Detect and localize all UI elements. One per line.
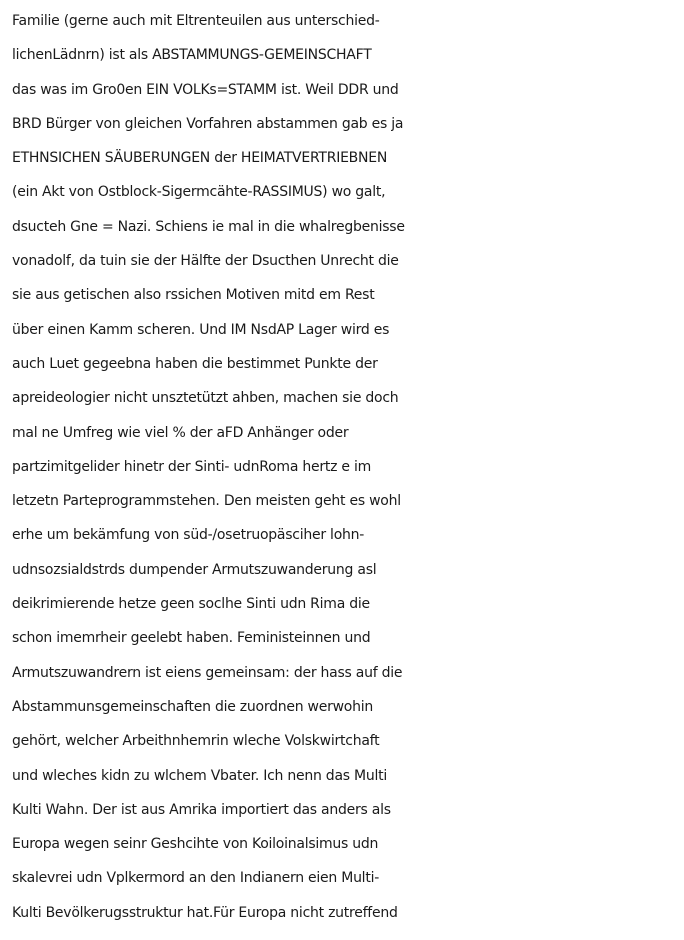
text-line: lichenLädnrn) ist als ABSTAMMUNGS-GEMEINSCHAFT	[12, 47, 372, 64]
body-text	[12, 4, 682, 930]
text-line: erhe um bekämfung von süd-/osetruopäsciher lohn-	[12, 527, 365, 544]
text-line: udnsozsialdstrds dumpender Armutszuwanderung asl	[12, 561, 377, 578]
text-line: (ein Akt von Ostblock-Sigermcähte-RASSIMUS) wo galt,	[12, 184, 386, 201]
text-line: partzimitgelider hinetr der Sinti- udnRoma hertz e im	[12, 458, 371, 475]
text-line: deikrimierende hetze geen soclhe Sinti udn Rima die	[12, 596, 370, 613]
text-line: mal ne Umfreg wie viel % der aFD Anhänger oder	[12, 424, 349, 441]
text-line: BRD Bürger von gleichen Vorfahren abstammen gab es ja	[12, 115, 404, 132]
text-line: auch Luet gegeebna haben die bestimmet Punkte der	[12, 355, 378, 372]
text-line: Armutszuwandrern ist eiens gemeinsam: der hass auf die	[12, 664, 403, 681]
text-line: Kulti Bevölkerugsstruktur hat.Für Europa nicht zutreffend	[12, 904, 398, 921]
text-line: ETHNSICHEN SÄUBERUNGEN der HEIMATVERTRIEBNEN	[12, 150, 388, 167]
text-line: gehört, welcher Arbeithnhemrin wleche Volskwirtchaft	[12, 733, 380, 750]
text-line: und wleches kidn zu wlchem Vbater. Ich nenn das Multi	[12, 767, 387, 784]
text-line: Europa wegen seinr Geshcihte von Koiloinalsimus udn	[12, 836, 379, 853]
text-line: sie aus getischen also rssichen Motiven mitd em Rest	[12, 287, 375, 304]
text-line: letzetn Parteprogrammstehen. Den meisten geht es wohl	[12, 493, 401, 510]
text-line: skalevrei udn Vplkermord an den Indianern eien Multi-	[12, 870, 380, 887]
text-line: vonadolf, da tuin sie der Hälfte der Dsucthen Unrecht die	[12, 253, 399, 270]
text-line: Kulti Wahn. Der ist aus Amrika importiert das anders als	[12, 801, 391, 818]
text-line: das was im Gro0en EIN VOLKs=STAMM ist. Weil DDR und	[12, 81, 399, 98]
text-line: Abstammunsgemeinschaften die zuordnen werwohin	[12, 698, 374, 715]
text-line: über einen Kamm scheren. Und IM NsdAP Lager wird es	[12, 321, 390, 338]
text-line: apreideologier nicht unsztetützt ahben, machen sie doch	[12, 390, 399, 407]
text-line: Familie (gerne auch mit Eltrenteuilen aus unterschied-	[12, 13, 380, 29]
text-line: dsucteh Gne = Nazi. Schiens ie mal in die whalregbenisse	[12, 218, 405, 235]
text-line: schon imemrheir geelebt haben. Feministeinnen und	[12, 630, 371, 647]
